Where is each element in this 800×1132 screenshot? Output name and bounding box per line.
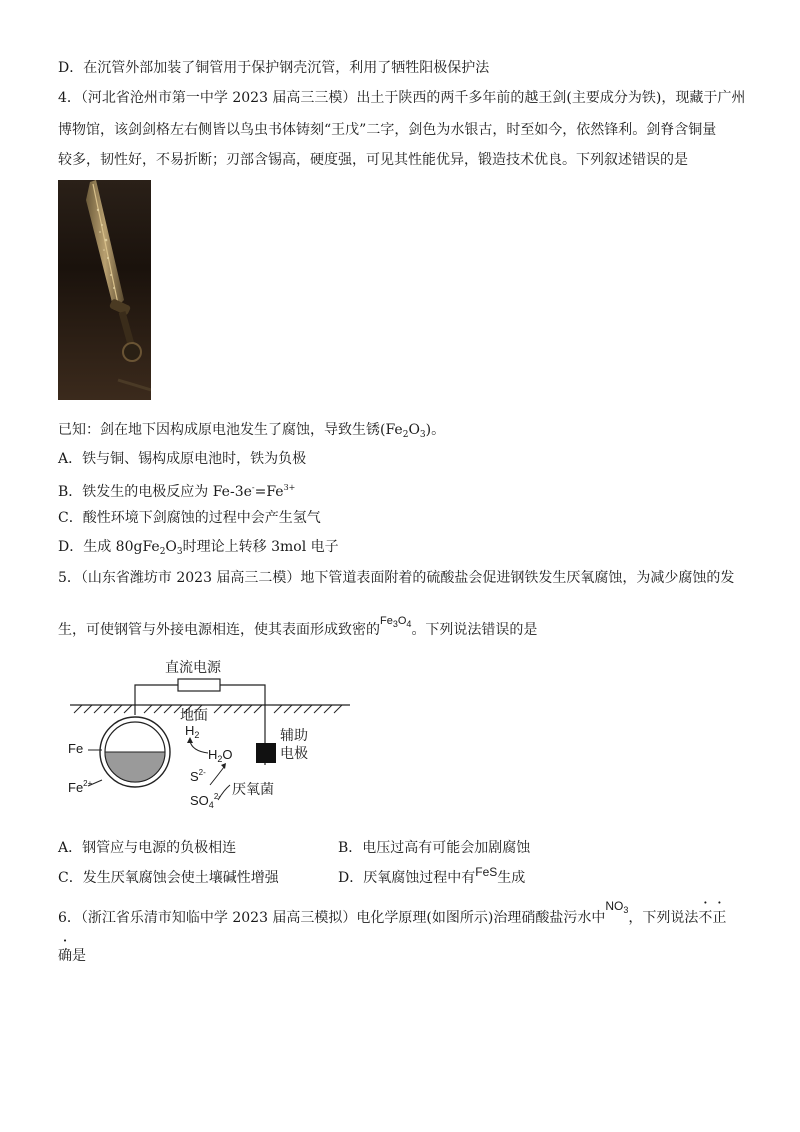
q4-option-d[interactable]: D．生成 $80gFe_2O_3$时理论上转移 3mol 电子 — [58, 539, 339, 557]
corrosion-diagram — [60, 655, 360, 825]
q5-option-d[interactable]: D．厌氧腐蚀过程中有FeS生成 — [338, 865, 526, 886]
sulfate-label: $SO_4^{2-}$ — [190, 792, 221, 810]
anaerobe-label: 厌氧菌 — [232, 782, 274, 798]
q4-option-c[interactable]: C．酸性环境下剑腐蚀的过程中会产生氢气 — [58, 510, 321, 526]
power-supply-label: 直流电源 — [165, 660, 221, 676]
q3-option-d: D．在沉管外部加装了铜管用于保护钢壳沉管，利用了牺牲阳极保护法 — [58, 60, 490, 76]
q6-stem-line2: 确是 — [58, 948, 86, 964]
q4-stem-line3: 较多，韧性好，不易折断；刃部含锡高，硬度强，可见其性能优异，锻造技术优良。下列叙述错误的是 — [58, 152, 688, 168]
q4-stem-line2: 博物馆，该剑剑格左右侧皆以鸟虫书体铸刻“王戊”二字，剑色为水银古，时至如今，依然锋利。剑脊含铜量 — [58, 122, 717, 138]
q5-option-b[interactable]: B．电压过高有可能会加剧腐蚀 — [338, 840, 531, 856]
sword-photo — [58, 180, 151, 400]
q4-option-a[interactable]: A．铁与铜、锡构成原电池时，铁为负极 — [58, 451, 307, 467]
aux-electrode-label-1: 辅助 — [280, 728, 308, 744]
q4-stem-line1: 4．（河北省沧州市第一中学 2023 届高三三模）出土于陕西的两千多年前的越王剑(主要成分为铁)，现藏于广州 — [58, 90, 746, 106]
sulfide-label: $S^{2-}$ — [190, 768, 206, 784]
q5-stem-line1: 5．（山东省潍坊市 2023 届高三二模）地下管道表面附着的硫酸盐会促进钢铁发生厌氧腐蚀，为减少腐蚀的发 — [58, 570, 735, 586]
q5-option-c[interactable]: C．发生厌氧腐蚀会使土壤碱性增强 — [58, 870, 279, 886]
h2-label: $H_2$ — [185, 723, 200, 740]
fe2-label: $Fe^{2+}$ — [68, 779, 93, 795]
q5-option-a[interactable]: A．钢管应与电源的负极相连 — [58, 840, 237, 856]
q4-known: 已知：剑在地下因构成原电池发生了腐蚀，导致生锈$(Fe_2O_3)$。 — [58, 422, 446, 440]
q5-stem-line2: 生，可使钢管与外接电源相连，使其表面形成致密的$Fe_3O_4$。下列说法错误的是 — [58, 615, 538, 638]
aux-electrode-label-2: 电极 — [280, 746, 308, 762]
ground-label: 地面 — [180, 708, 208, 724]
q6-stem-line1: 6．（浙江省乐清市知临中学 2023 届高三模拟）电化学原理(如图所示)治理硝酸盐污水中$NO_3$，下列说法不正 — [58, 899, 727, 926]
fe-label: Fe — [68, 741, 84, 756]
q4-option-b[interactable]: B．铁发生的电极反应为 $Fe-3e^-=Fe^{3+}$ — [58, 483, 296, 500]
h2o-label: $H_2O$ — [208, 747, 233, 764]
